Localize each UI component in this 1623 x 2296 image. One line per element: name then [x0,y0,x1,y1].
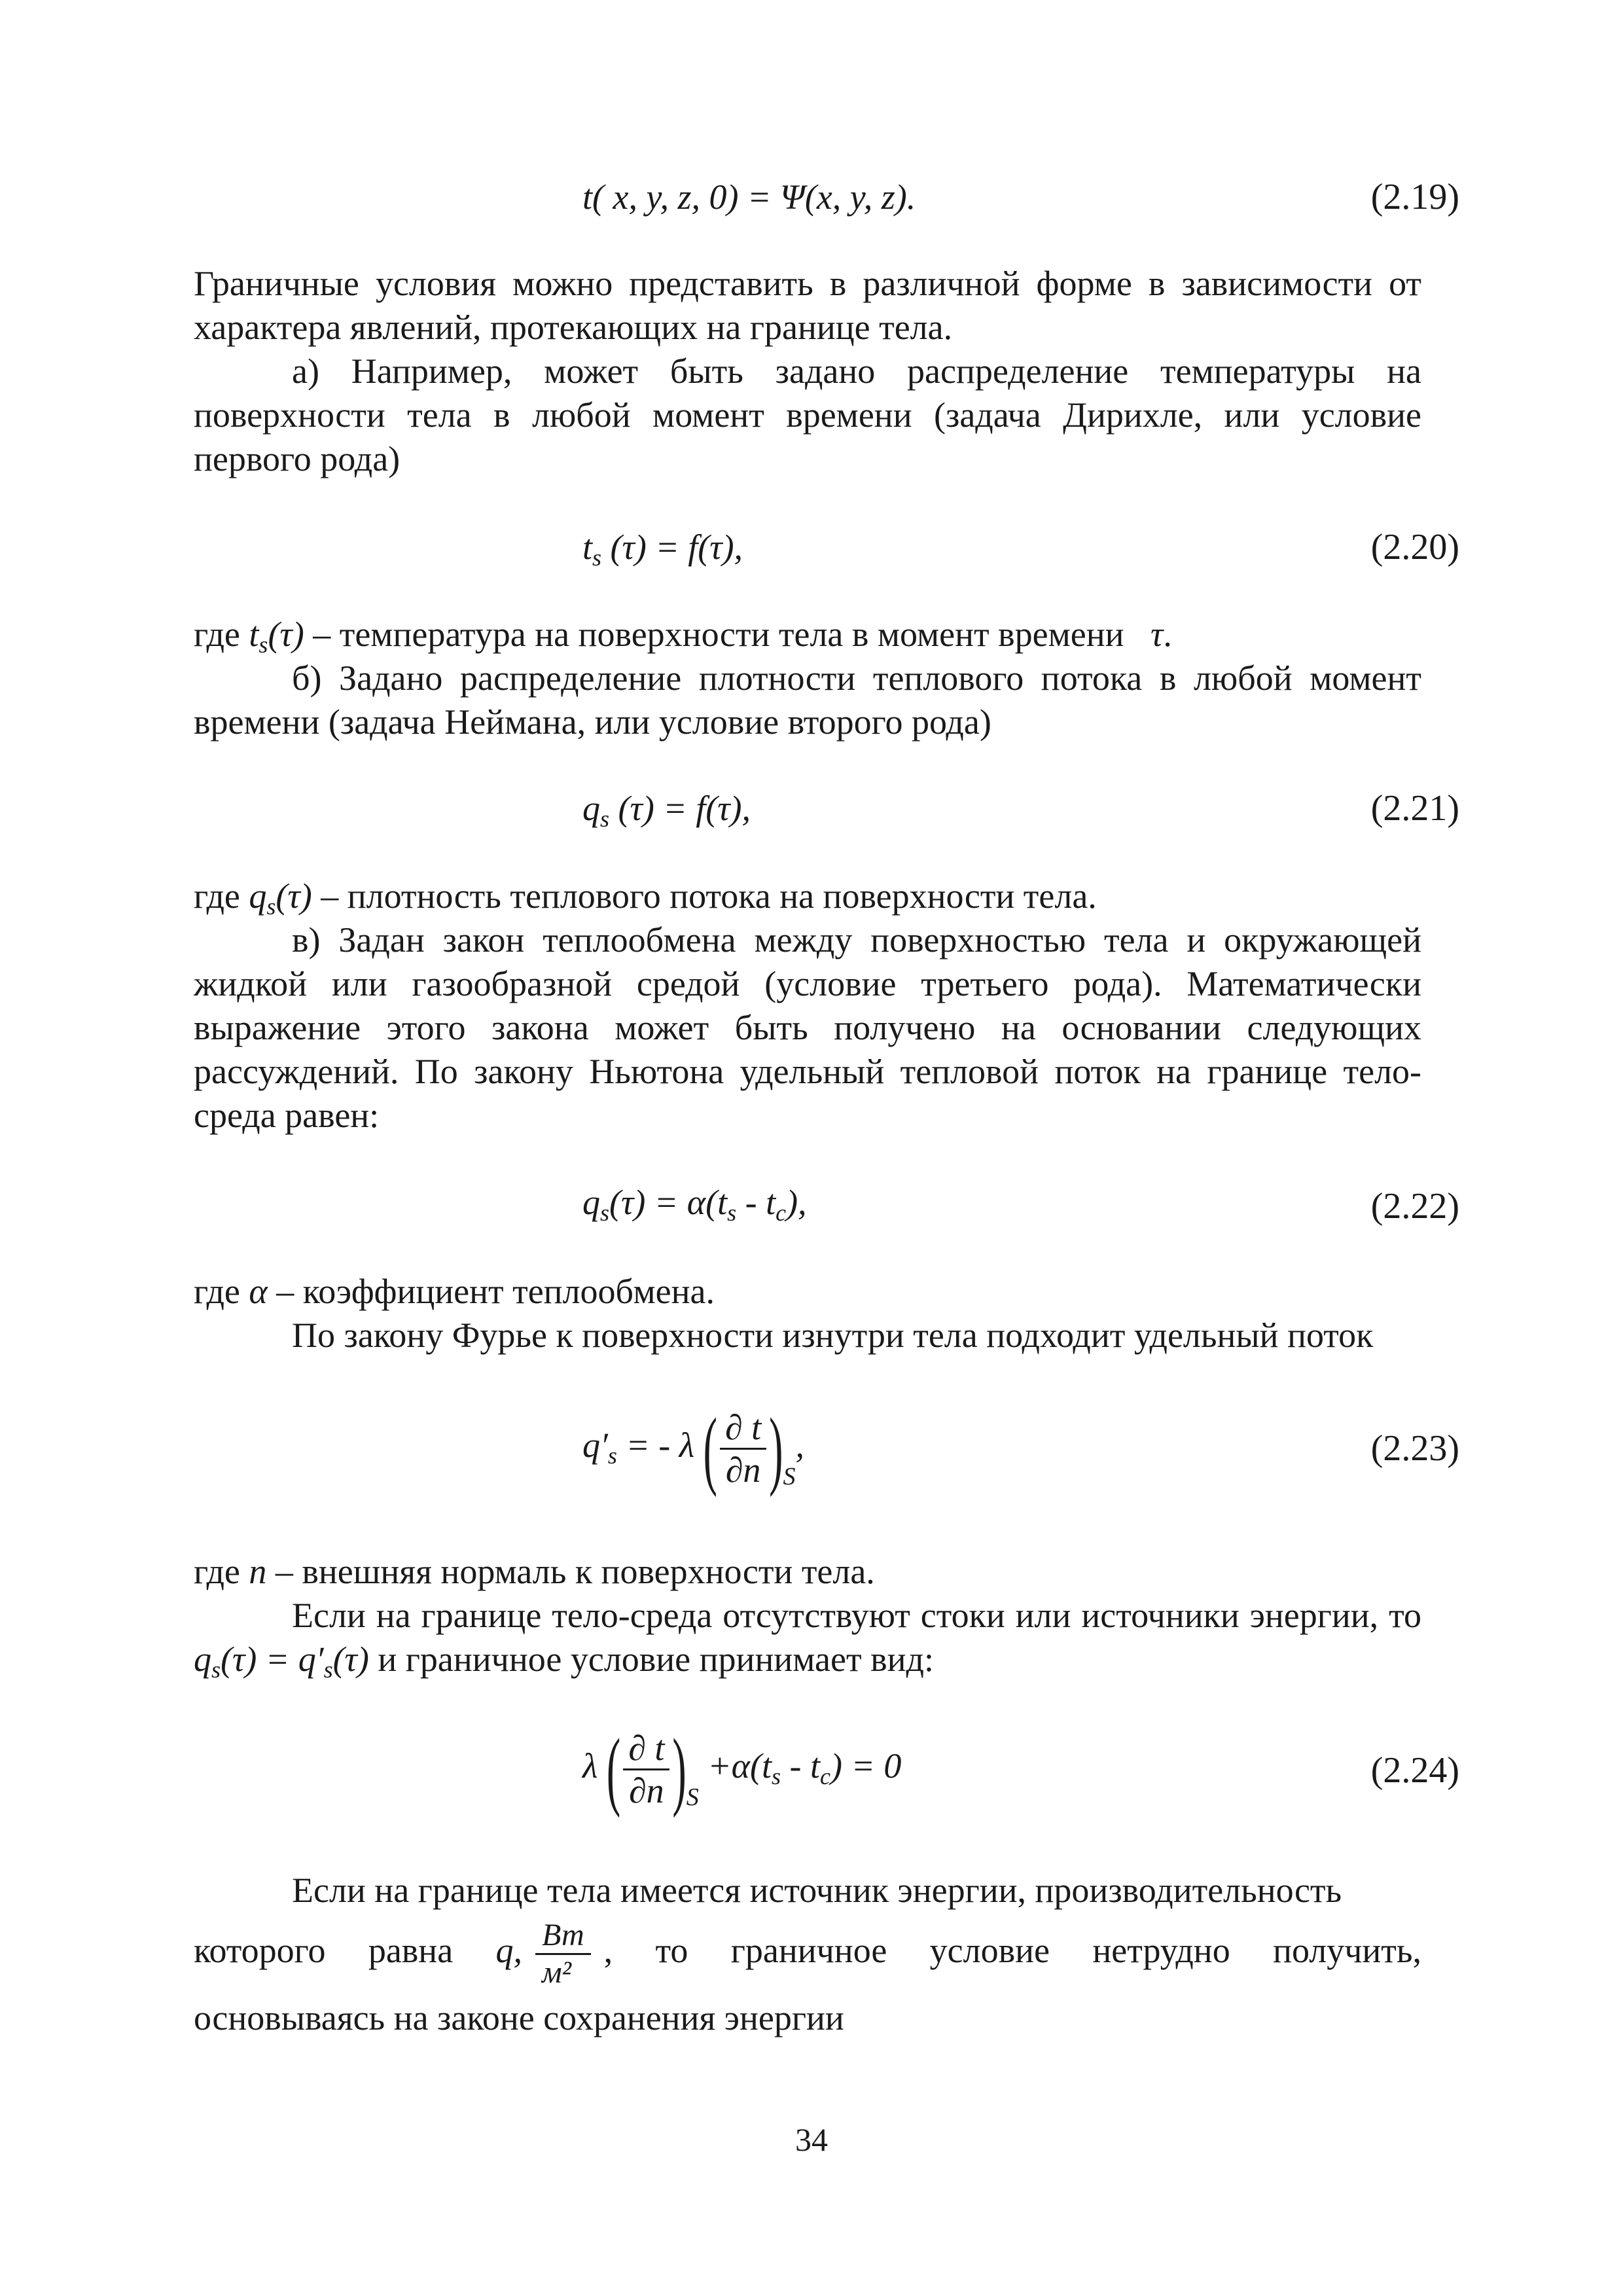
equation-2-24: λ ( $\frac{\partial t}{\partial n}$ )$_S +\alpha(t_s - t_c) = 0$ [582,1720,902,1819]
paragraph-neumann: б) Задано распределение плотности теплового потока в любой момент времени (задача Неймана, или условие второго рода) [194,658,1421,742]
equation-number-2-20: (2.20) [1370,527,1459,567]
right-paren: ) [672,1720,687,1819]
paragraph-third-kind: в) Задан закон теплообмена между поверхностью тела и окружающей жидкой или газообразной средой (условие третьего рода). Математически выражение этого закона может быть получено на основании следующих рассуждений. По закону Ньютона удельный тепловой поток на границе тело-среда равен: [194,920,1421,1135]
paragraph-n-definition: где n – внешняя нормаль к поверхности тела. [194,1552,875,1591]
paragraph-energy-source-line2: которого равна q, $\frac{Вт}{\text{м²}}$ , то граничное условие нетрудно получить, [194,1918,1421,1990]
paragraph-fourier: По закону Фурье к поверхности изнутри тела подходит удельный поток [292,1316,1374,1355]
paragraph-ts-definition: где $t_s(\tau)$ – температура на поверхности тела в момент времени τ. [194,615,1172,658]
equation-number-2-23: (2.23) [1370,1428,1459,1469]
paragraph-dirichlet: а) Например, может быть задано распределение температуры на поверхности тела в любой момент времени (задача Дирихле, или условие первого рода) [194,351,1421,478]
equation-2-20: $t_s$ (τ) = f(τ), [582,528,743,571]
equation-2-19-text: t( x, y, z, 0) = Ψ(x, y, z). [582,177,916,217]
fraction-dt-dn: $\frac{\partial t}{\partial n}$ [623,1728,669,1811]
paragraph-alpha-definition: где α – коэффициент теплообмена. [194,1272,715,1311]
paragraph-energy-source: Если на границе тела имеется источник энергии, производительность [292,1871,1342,1910]
paragraph-no-sources: Если на границе тело-среда отсутствуют стоки или источники энергии, то $q_s(\tau) = q'_s(\tau)$ и граничное условие принимает вид: [194,1596,1421,1683]
paragraph-energy-conservation: основываясь на законе сохранения энергии [194,1998,844,2037]
equation-2-19 [582,175,916,219]
equation-number-2-19: (2.19) [1370,177,1459,217]
equation-2-22: $q_s(\tau) = \alpha(t_s - t_c)$, [582,1183,807,1226]
equation-2-21: $q_s$ (τ) = f(τ), [582,789,751,832]
right-paren: ) [769,1399,783,1498]
paragraph-qs-definition: где $q_s(\tau)$ – плотность теплового потока на поверхности тела. [194,876,1097,920]
equation-2-23: $q'_s$ = - λ ( $\frac{\partial t}{\partial n}$ )$_S$, [582,1399,804,1498]
paragraph-boundary-conditions-intro: Граничные условия можно представить в различной форме в зависимости от характера явлений, протекающих на границе тела. [194,264,1421,347]
equation-number-2-21: (2.21) [1370,788,1459,829]
equation-number-2-24: (2.24) [1370,1750,1459,1791]
equation-number-2-22: (2.22) [1370,1186,1459,1227]
unit-fraction-w-per-m2: $\frac{Вт}{\text{м²}}$ [535,1918,591,1990]
page-number: 34 [795,2121,828,2158]
fraction-dt-dn: $\frac{\partial t}{\partial n}$ [720,1407,766,1490]
left-paren: ( [703,1399,717,1498]
left-paren: ( [606,1720,621,1819]
